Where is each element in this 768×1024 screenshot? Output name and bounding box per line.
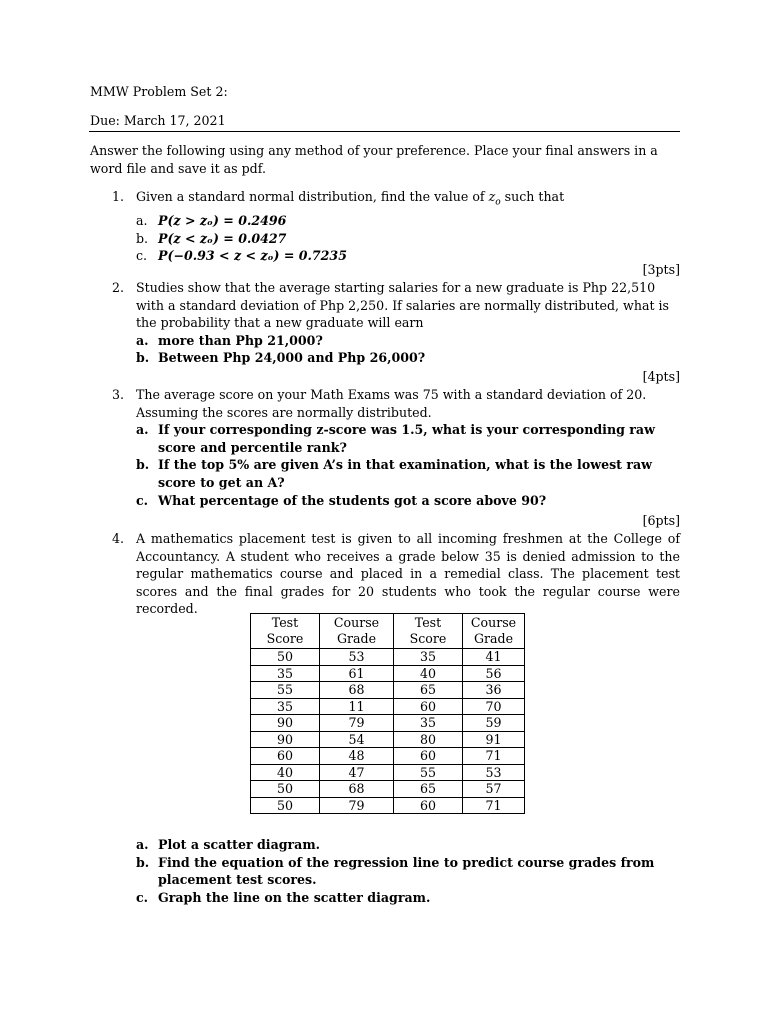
header-test-score [251, 614, 320, 649]
part-text: P(−0.93 < z < zₒ) = 0.7235 [158, 248, 347, 264]
header-rule [89, 131, 680, 132]
question-text-before: Given a standard normal distribution, find the value of [136, 189, 489, 204]
header-line: Test [271, 615, 299, 630]
table-row [251, 682, 525, 699]
header-line: Course [470, 615, 517, 630]
part-text: Plot a scatter diagram. [158, 837, 321, 852]
table-cell: 35 [251, 698, 320, 715]
question-3 [112, 386, 680, 509]
table-row [251, 797, 525, 814]
table-cell: 90 [251, 715, 320, 732]
part-label: b. [136, 854, 150, 870]
table-cell: 55 [394, 764, 463, 781]
part-text: more than Php 21,000? [158, 332, 323, 348]
part-b [136, 230, 680, 248]
part-text: If the top 5% are given A’s in that examination, what is the lowest raw score to get an A? [158, 457, 653, 490]
header-line: Course [333, 615, 380, 630]
table-cell: 91 [463, 731, 525, 748]
part-label: a. [136, 213, 148, 229]
table-cell: 65 [394, 781, 463, 798]
table-row [251, 649, 525, 666]
table-cell: 40 [251, 764, 320, 781]
table-cell: 60 [394, 698, 463, 715]
table-cell: 56 [463, 665, 525, 682]
question-text-after: such that [500, 189, 565, 204]
part-text: Between Php 24,000 and Php 26,000? [158, 350, 426, 366]
part-text: P(z > zₒ) = 0.2496 [158, 213, 287, 229]
part-a [136, 212, 680, 230]
table-row [251, 665, 525, 682]
z-variable [488, 189, 501, 208]
table-cell: 48 [320, 748, 394, 765]
table-row [251, 748, 525, 765]
table-row [251, 715, 525, 732]
part-label: a. [136, 837, 149, 852]
part-a [136, 332, 680, 350]
header-line: Score [266, 631, 304, 646]
question-4 [112, 530, 680, 618]
due-date: Due: March 17, 2021 [90, 113, 226, 128]
header-line: Score [409, 631, 447, 646]
points-q1: [3pts] [642, 262, 680, 277]
question-number: 1. [112, 189, 125, 204]
table-cell: 79 [320, 797, 394, 814]
question-2 [112, 279, 680, 367]
table-cell: 60 [394, 748, 463, 765]
part-text: What percentage of the students got a score above 90? [158, 492, 547, 508]
part-c [136, 492, 680, 510]
table-row [251, 764, 525, 781]
table-cell: 79 [320, 715, 394, 732]
points-q2: [4pts] [642, 369, 680, 384]
part-label: b. [136, 350, 150, 366]
part-b [136, 349, 680, 367]
table-cell: 50 [251, 797, 320, 814]
question-4-parts [136, 836, 680, 906]
table-cell: 61 [320, 665, 394, 682]
table-cell: 53 [463, 764, 525, 781]
header-course-grade [463, 614, 525, 649]
points-q3: [6pts] [642, 513, 680, 528]
header-course-grade [320, 614, 394, 649]
table-cell: 53 [320, 649, 394, 666]
table-cell: 35 [251, 665, 320, 682]
part-b [136, 456, 680, 491]
question-text: Studies show that the average starting salaries for a new graduate is Php 22,510 with a standard deviation of Php 2,250. If salaries are normally distributed, what is the probability that a new graduate will earn [136, 280, 670, 331]
part-a [136, 421, 680, 456]
table-cell: 59 [463, 715, 525, 732]
header-line: Grade [336, 631, 377, 646]
part-label: a. [136, 422, 149, 438]
table-cell: 50 [251, 781, 320, 798]
table-cell: 57 [463, 781, 525, 798]
part-label: c. [136, 492, 149, 508]
table-cell: 65 [394, 682, 463, 699]
header-line: Grade [473, 631, 514, 646]
part-label: b. [136, 457, 150, 473]
question-number: 2. [112, 280, 125, 295]
part-text: Find the equation of the regression line to predict course grades from placement test scores. [158, 854, 655, 888]
table-cell: 68 [320, 682, 394, 699]
table-cell: 55 [251, 682, 320, 699]
table-cell: 90 [251, 731, 320, 748]
question-number: 4. [112, 531, 125, 546]
part-label: b. [136, 230, 149, 246]
part-text: If your corresponding z-score was 1.5, what is your corresponding raw score and percentile rank? [158, 422, 655, 455]
question-text: The average score on your Math Exams was 75 with a standard deviation of 20. Assuming the scores are normally distributed. [136, 387, 647, 420]
part-c [136, 889, 680, 907]
table-cell: 35 [394, 649, 463, 666]
part-text: Graph the line on the scatter diagram. [158, 889, 431, 905]
table-row [251, 781, 525, 798]
part-label: a. [136, 332, 149, 348]
part-c [136, 247, 680, 265]
table-cell: 80 [394, 731, 463, 748]
instructions: Answer the following using any method of your preference. Place your final answers in a word file and save it as pdf. [90, 143, 658, 176]
question-text [136, 188, 680, 212]
scores-table [250, 613, 525, 814]
table-cell: 35 [394, 715, 463, 732]
z-subscript: o [495, 197, 501, 208]
part-text: P(z < zₒ) = 0.0427 [158, 230, 287, 246]
table-row [251, 698, 525, 715]
table-row [251, 731, 525, 748]
table-cell: 71 [463, 797, 525, 814]
header-test-score [394, 614, 463, 649]
table-header-row [251, 614, 525, 649]
part-b [136, 854, 680, 889]
part-label: c. [136, 248, 148, 264]
question-text: A mathematics placement test is given to all incoming freshmen at the College of Accountancy. A student who receives a grade below 35 is denied admission to the regular mathematics course and placed in a remedial class. The placement test scores and the final grades for 20 students who took the regular course were recorded. [136, 531, 680, 617]
header-line: Test [414, 615, 442, 630]
table-cell: 60 [394, 797, 463, 814]
table-cell: 41 [463, 649, 525, 666]
question-1 [112, 188, 680, 265]
table-cell: 54 [320, 731, 394, 748]
table-cell: 60 [251, 748, 320, 765]
table-cell: 11 [320, 698, 394, 715]
z-var: z [488, 189, 496, 204]
question-number: 3. [112, 387, 125, 402]
table-cell: 47 [320, 764, 394, 781]
table-cell: 36 [463, 682, 525, 699]
table-cell: 50 [251, 649, 320, 666]
part-label: c. [136, 889, 149, 905]
table-cell: 40 [394, 665, 463, 682]
table-cell: 70 [463, 698, 525, 715]
table-cell: 71 [463, 748, 525, 765]
document-title: MMW Problem Set 2: [90, 84, 228, 99]
table-cell: 68 [320, 781, 394, 798]
part-a [136, 836, 680, 854]
